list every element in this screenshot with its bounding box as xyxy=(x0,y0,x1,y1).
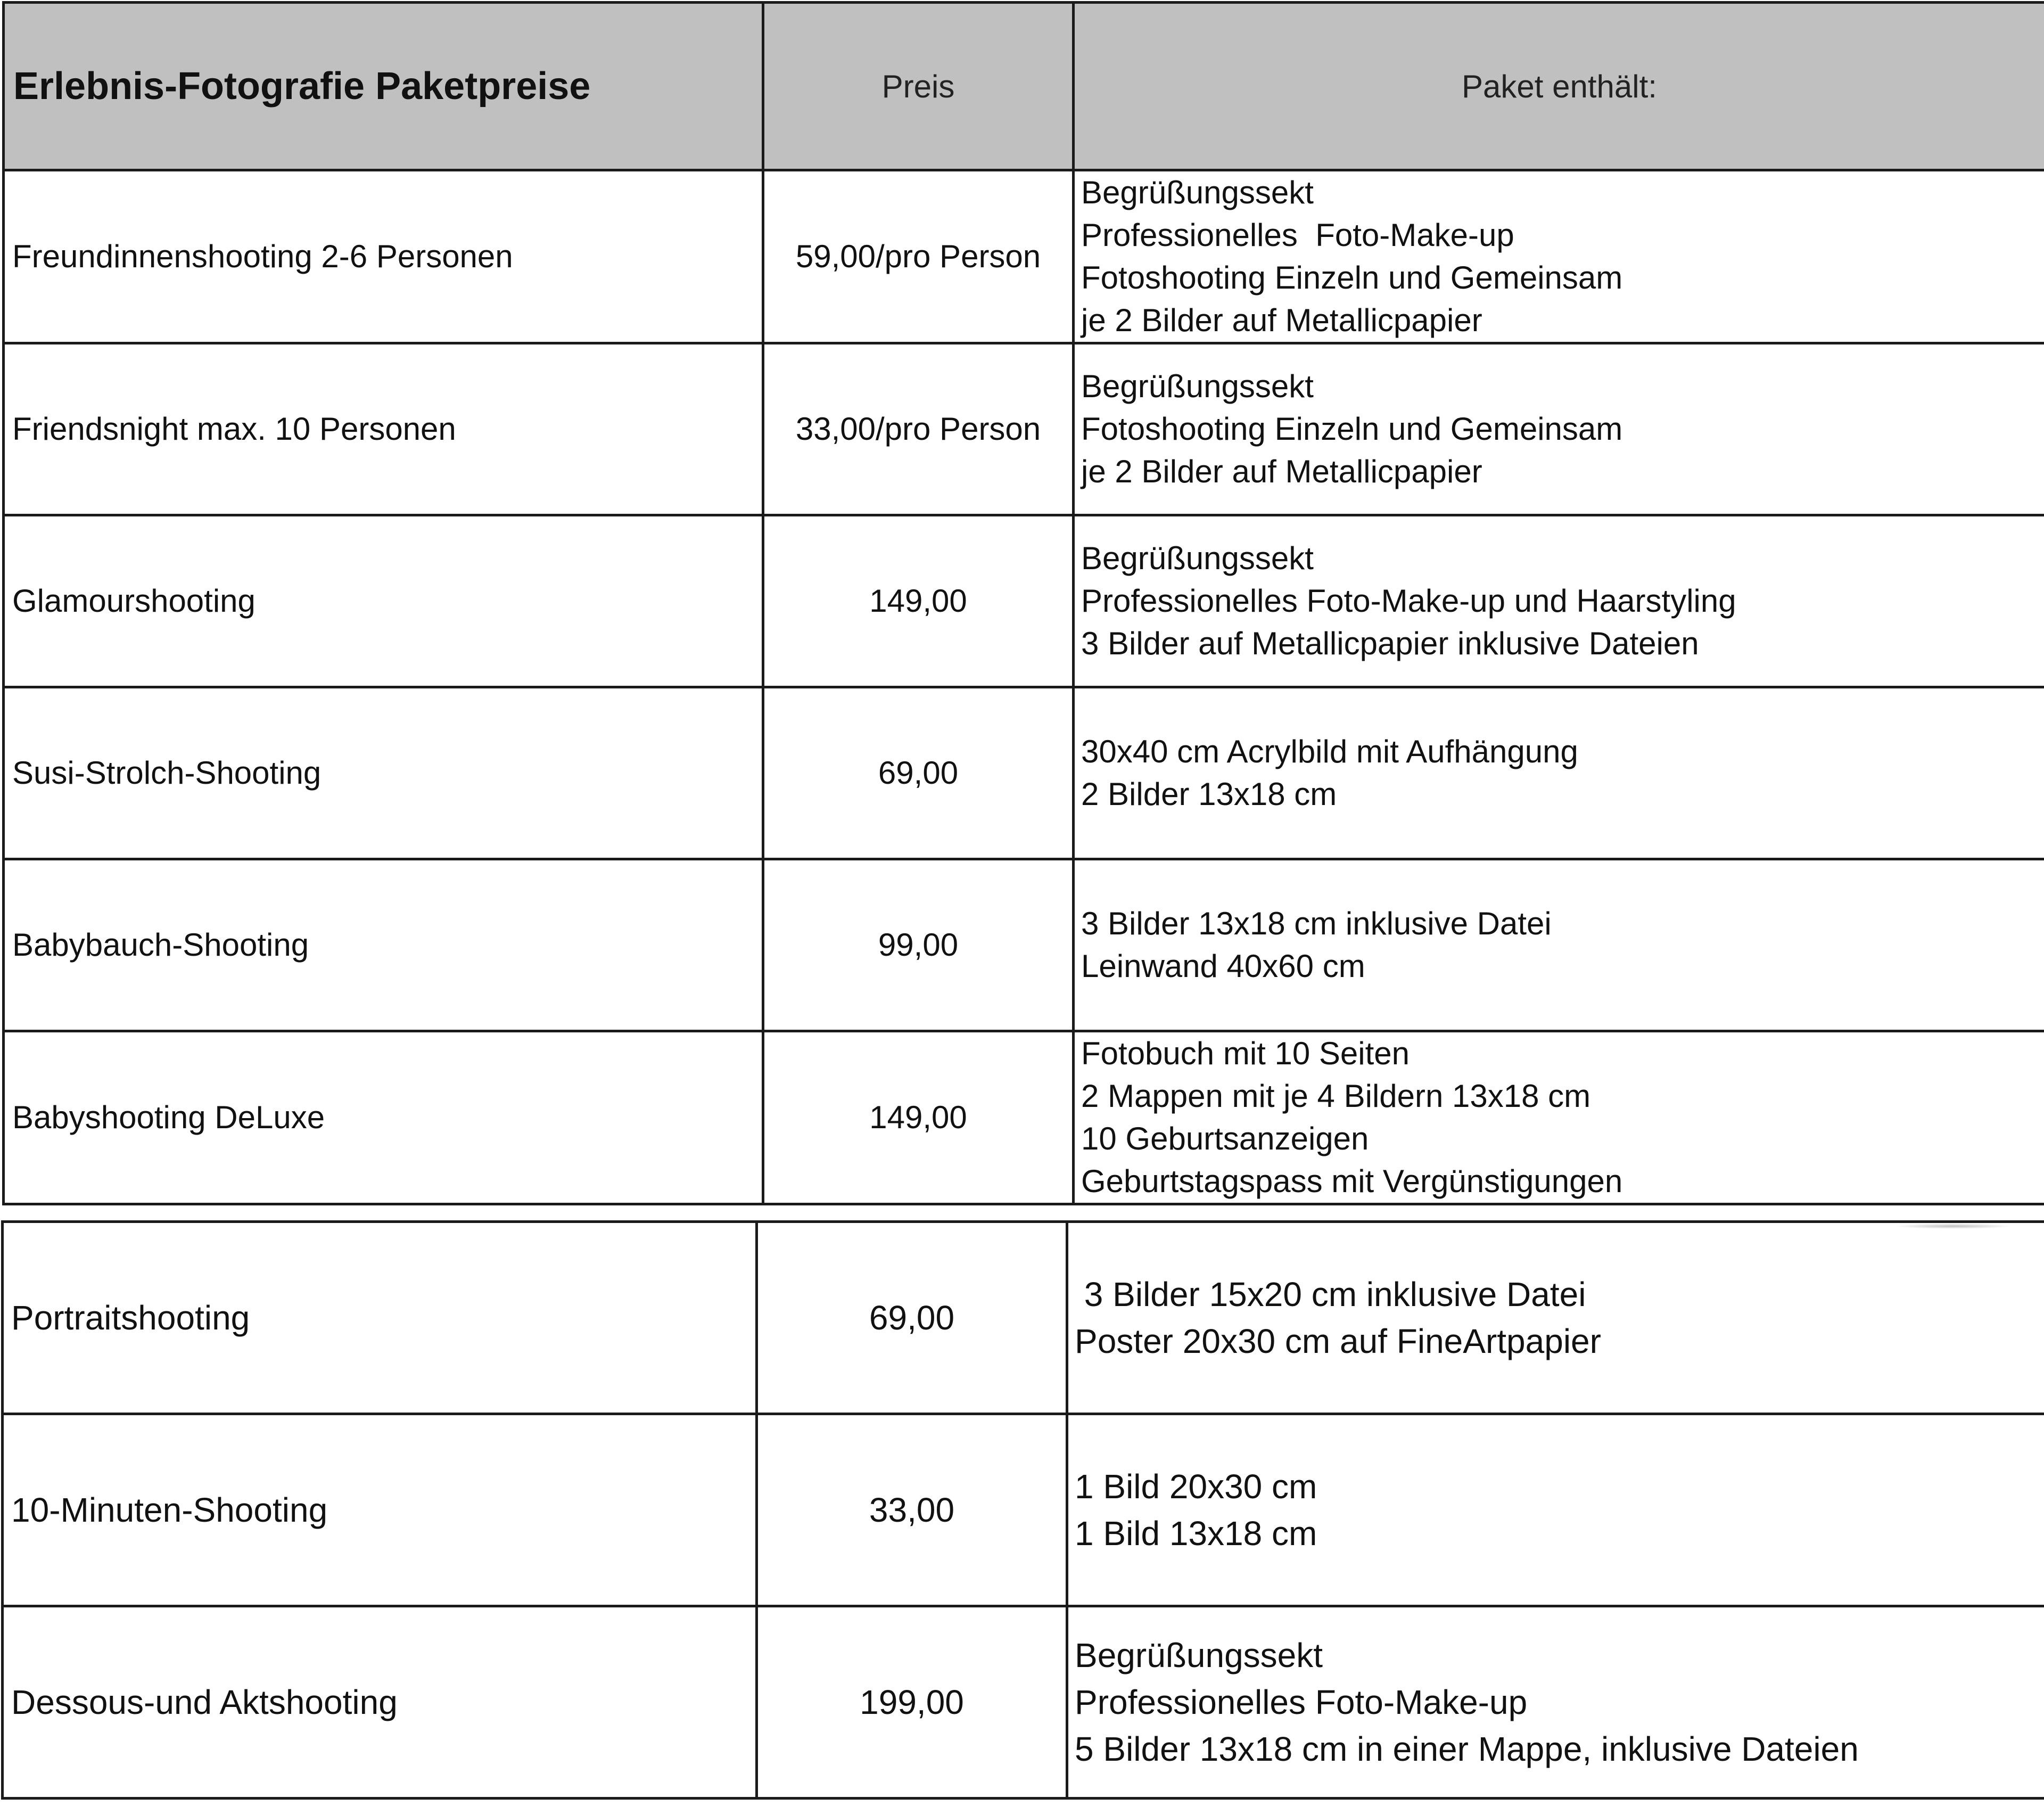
table-row xyxy=(3,1606,2044,1799)
content-line: Fotoshooting Einzeln und Gemeinsam xyxy=(1081,260,1623,295)
table-row xyxy=(4,859,2044,1031)
lower-table-body xyxy=(3,1222,2044,1799)
package-price: 199,00 xyxy=(757,1606,1067,1799)
content-line: Poster 20x30 cm auf FineArtpapier xyxy=(1075,1322,1601,1360)
table-row xyxy=(4,687,2044,859)
package-name: Freundinnenshooting 2-6 Personen xyxy=(4,170,763,343)
content-line: Professionelles Foto-Make-up xyxy=(1075,1683,1528,1721)
content-line: 3 Bilder 15x20 cm inklusive Datei xyxy=(1075,1275,1586,1314)
content-column-header: Paket enthält: xyxy=(1074,3,2044,170)
package-contents xyxy=(1067,1414,2044,1606)
package-contents xyxy=(1067,1606,2044,1799)
package-price: 33,00/pro Person xyxy=(763,343,1074,515)
package-contents xyxy=(1074,1031,2044,1204)
package-price: 69,00 xyxy=(757,1222,1067,1414)
content-line: Geburtstagspass mit Vergünstigungen xyxy=(1081,1163,1623,1199)
content-line: Begrüßungssekt xyxy=(1081,368,1314,404)
content-line: 2 Bilder 13x18 cm xyxy=(1081,776,1337,812)
content-line: Professionelles Foto-Make-up und Haarstyling xyxy=(1081,583,1736,619)
table-row xyxy=(4,170,2044,343)
content-line: Begrüßungssekt xyxy=(1081,175,1314,210)
content-line: Leinwand 40x60 cm xyxy=(1081,948,1365,984)
price-table-lower xyxy=(1,1220,2044,1800)
upper-table-body xyxy=(4,170,2044,1204)
package-price: 59,00/pro Person xyxy=(763,170,1074,343)
content-line: 3 Bilder 13x18 cm inklusive Datei xyxy=(1081,906,1552,941)
table-row xyxy=(3,1414,2044,1606)
price-table-upper xyxy=(2,1,2044,1205)
content-line: 10 Geburtsanzeigen xyxy=(1081,1121,1369,1156)
package-price: 149,00 xyxy=(763,1031,1074,1204)
table-row xyxy=(3,1222,2044,1414)
package-price: 33,00 xyxy=(757,1414,1067,1606)
package-contents xyxy=(1074,859,2044,1031)
package-name: Friendsnight max. 10 Personen xyxy=(4,343,763,515)
content-line: 2 Mappen mit je 4 Bildern 13x18 cm xyxy=(1081,1078,1591,1114)
package-price: 99,00 xyxy=(763,859,1074,1031)
content-line: 3 Bilder auf Metallicpapier inklusive Dateien xyxy=(1081,626,1699,661)
content-line: 5 Bilder 13x18 cm in einer Mappe, inklusive Dateien xyxy=(1075,1730,1859,1768)
package-price: 69,00 xyxy=(763,687,1074,859)
table-row xyxy=(4,343,2044,515)
content-line: je 2 Bilder auf Metallicpapier xyxy=(1081,302,1482,338)
content-line: Fotoshooting Einzeln und Gemeinsam xyxy=(1081,411,1623,447)
package-name: Glamourshooting xyxy=(4,515,763,687)
table-title: Erlebnis-Fotografie Paketpreise xyxy=(4,3,763,170)
package-price: 149,00 xyxy=(763,515,1074,687)
price-column-header: Preis xyxy=(763,3,1074,170)
content-line: 1 Bild 13x18 cm xyxy=(1075,1514,1317,1553)
content-line: Begrüßungssekt xyxy=(1081,540,1314,576)
package-name: Babyshooting DeLuxe xyxy=(4,1031,763,1204)
package-name: Babybauch-Shooting xyxy=(4,859,763,1031)
package-name: Dessous-und Aktshooting xyxy=(3,1606,757,1799)
content-line: Professionelles Foto-Make-up xyxy=(1081,217,1514,253)
table-row xyxy=(4,515,2044,687)
package-contents xyxy=(1074,343,2044,515)
package-contents xyxy=(1074,170,2044,343)
package-name: 10-Minuten-Shooting xyxy=(3,1414,757,1606)
table-separator xyxy=(0,1216,2044,1219)
header-row xyxy=(4,3,2044,170)
content-line: 30x40 cm Acrylbild mit Aufhängung xyxy=(1081,734,1578,769)
content-line: 1 Bild 20x30 cm xyxy=(1075,1467,1317,1506)
content-line: je 2 Bilder auf Metallicpapier xyxy=(1081,454,1482,489)
package-contents xyxy=(1067,1222,2044,1414)
table-row xyxy=(4,1031,2044,1204)
package-name: Susi-Strolch-Shooting xyxy=(4,687,763,859)
content-line: Begrüßungssekt xyxy=(1075,1636,1323,1674)
package-contents xyxy=(1074,515,2044,687)
content-line: Fotobuch mit 10 Seiten xyxy=(1081,1036,1410,1071)
package-contents xyxy=(1074,687,2044,859)
package-name: Portraitshooting xyxy=(3,1222,757,1414)
